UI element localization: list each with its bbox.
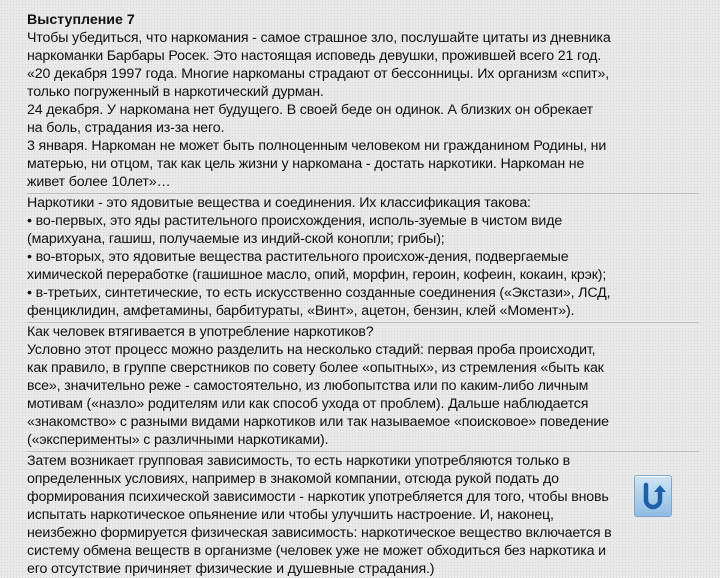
text-line: 3 января. Наркоман не может быть полноценным человеком ни гражданином Родины, ни <box>27 138 607 154</box>
text-line: Условно этот процесс можно разделить на несколько стадий: первая проба происходит, <box>27 342 596 358</box>
text-line: Чтобы убедиться, что наркомания - самое страшное зло, послушайте цитаты из дневника <box>27 30 611 46</box>
text-line: систему обмена веществ в организме (человек уже не может обходиться без наркотика и <box>27 543 606 559</box>
text-line: неизбежно формируется физическая зависимость: наркотическое вещество включается в <box>27 525 612 541</box>
back-button[interactable] <box>634 475 672 517</box>
text-line: на боль, страдания из-за него. <box>27 120 225 136</box>
text-line: Как человек втягивается в употребление наркотиков? <box>27 324 374 340</box>
slide-body <box>27 11 699 578</box>
text-line: наркоманки Барбары Росек. Это настоящая исповедь девушки, прожившей всего 21 год. <box>27 48 602 64</box>
text-line: фенциклидин, амфетамины, барбитураты, «Винт», ацетон, бензин, клей «Момент»). <box>27 303 575 319</box>
text-line: формирования психической зависимости - наркотик употребляется для того, чтобы вновь <box>27 489 609 505</box>
text-line: • в-третьих, синтетические, то есть искусственно созданные соединения («Экстази», ЛСД, <box>27 285 611 301</box>
text-line: • во-вторых, это ядовитые вещества растительного происхож-дения, подвергаемые <box>27 249 569 265</box>
text-line: как правило, в группе сверстников по совету более «опытных», из стремления «быть как <box>27 360 604 376</box>
return-arrow-icon <box>639 481 667 511</box>
text-line: «20 декабря 1997 года. Многие наркоманы страдают от бессонницы. Их организм «спит», <box>27 66 610 82</box>
text-line: Затем возникает групповая зависимость, то есть наркотики употребляются только в <box>27 453 571 469</box>
text-line: химической переработке (гашишное масло, опий, морфин, героин, кофеин, кокаин, крэк); <box>27 267 607 283</box>
text-line: «знакомство» с разными видами наркотиков или так называемое «поисковое» поведение <box>27 414 609 430</box>
text-line: только погруженный в наркотический дурман. <box>27 84 324 100</box>
slide-title: Выступление 7 <box>27 12 135 28</box>
text-line: • во-первых, это яды растительного происхождения, исполь-зуемые в чистом виде <box>27 213 563 229</box>
text-line: матерью, ни отцом, так как цель жизни у наркомана - достать наркотики. Наркоман не <box>27 156 585 172</box>
text-line: испытать наркотическое опьянение или чтобы улучшить настроение. И, наконец, <box>27 507 554 523</box>
text-line: живет более 10лет»… <box>27 174 171 190</box>
text-line: 24 декабря. У наркомана нет будущего. В своей беде он одинок. А близких он обрекает <box>27 102 593 118</box>
text-line: мотивам («назло» родителям или как способ ухода от проблем). Дальше наблюдается <box>27 396 589 412</box>
text-line: (марихуана, гашиш, получаемые из индий-ской конопли; грибы); <box>27 231 445 247</box>
text-block <box>27 29 699 578</box>
text-line: все», значительно реже - самостоятельно, из любопытства или по каким-либо личным <box>27 378 589 394</box>
text-line: определенных условиях, например в знакомой компании, отсюда рукой подать до <box>27 471 559 487</box>
text-line: его отсутствие причиняет физические и душевные страдания.) <box>27 561 435 577</box>
text-line: Наркотики - это ядовитые вещества и соединения. Их классификация такова: <box>27 195 531 211</box>
text-line: («эксперименты» с различными наркотиками). <box>27 432 329 448</box>
